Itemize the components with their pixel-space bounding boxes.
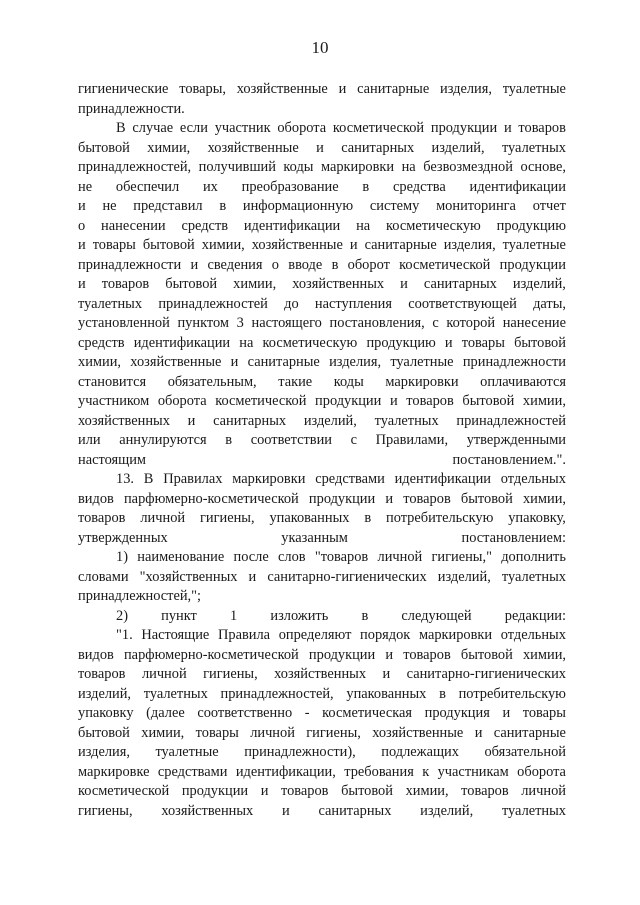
text-line: и товаров бытовой химии, хозяйственных и санитарных изделий,: [78, 276, 566, 292]
paragraph: [78, 548, 566, 607]
text-line: принадлежности и сведения о вводе в оборот косметической продукции: [78, 256, 566, 273]
text-line: товаров личной гигиены, хозяйственных и санитарно-гигиенических: [78, 666, 566, 682]
document-body: [78, 80, 566, 821]
text-line: изделия, туалетные принадлежности), подлежащих обязательной: [78, 744, 566, 760]
text-line: 13. В Правилах маркировки средствами идентификации отдельных: [116, 471, 566, 487]
text-line: товаров личной гигиены, упакованных в потребительскую упаковку,: [78, 510, 566, 526]
text-line: гигиенические товары, хозяйственные и санитарные изделия, туалетные: [78, 81, 566, 97]
text-line: становится обязательным, такие коды маркировки оплачиваются: [78, 373, 566, 390]
text-line: принадлежностей, получивший коды маркировки на безвозмездной основе,: [78, 159, 566, 175]
text-line: изделий, туалетных принадлежностей, упакованных в потребительскую: [78, 685, 566, 702]
text-line: и не представил в информационную систему мониторинга отчет: [78, 198, 566, 214]
text-line: видов парфюмерно-косметической продукции и товаров бытовой химии,: [78, 646, 566, 663]
text-line: установленной пунктом 3 настоящего постановления, с которой нанесение: [78, 315, 566, 331]
text-line: туалетных принадлежностей до наступления соответствующей даты,: [78, 295, 566, 312]
text-line: средств идентификации на косметическую продукцию и товары бытовой: [78, 334, 566, 351]
page-number: 10: [311, 38, 329, 57]
text-line: 1) наименование после слов "товаров личной гигиены," дополнить: [116, 549, 566, 565]
text-line: бытовой химии, товары личной гигиены, хозяйственные и санитарные: [78, 724, 566, 741]
text-line: участником оборота косметической продукции и товаров бытовой химии,: [78, 393, 566, 409]
text-line: не обеспечил их преобразование в средства идентификации: [78, 178, 566, 195]
text-line: словами "хозяйственных и санитарно-гигиенических изделий, туалетных: [78, 568, 566, 585]
text-line: утвержденных указанным постановлением:: [78, 529, 566, 546]
text-line: принадлежностей,";: [78, 588, 202, 604]
text-line: о нанесении средств идентификации на косметическую продукцию: [78, 217, 566, 234]
text-line: В случае если участник оборота косметической продукции и товаров: [116, 120, 566, 136]
paragraph: [78, 119, 566, 470]
text-line: гигиены, хозяйственных и санитарных изделий, туалетных: [78, 802, 566, 819]
text-line: химии, хозяйственные и санитарные изделия, туалетные принадлежности: [78, 354, 566, 370]
text-line: маркировке средствами идентификации, требования к участникам оборота: [78, 763, 566, 780]
text-line: бытовой химии, хозяйственные и санитарных изделий, туалетных: [78, 139, 566, 156]
text-line: косметической продукции и товаров бытовой химии, товаров личной: [78, 783, 566, 799]
text-line: видов парфюмерно-косметической продукции и товаров бытовой химии,: [78, 490, 566, 507]
paragraph: [78, 470, 566, 548]
text-line: упаковку (далее соответственно - косметическая продукция и товары: [78, 705, 566, 721]
paragraph: [78, 80, 566, 119]
paragraph: [78, 626, 566, 821]
text-line: хозяйственных и санитарных изделий, туалетных принадлежностей: [78, 412, 566, 429]
text-line: настоящим постановлением.".: [78, 451, 566, 468]
paragraph: [78, 607, 566, 627]
text-line: 2) пункт 1 изложить в следующей редакции:: [116, 607, 566, 624]
text-line: принадлежности.: [78, 100, 185, 117]
text-line: и товары бытовой химии, хозяйственные и санитарные изделия, туалетные: [78, 237, 566, 253]
text-line: "1. Настоящие Правила определяют порядок маркировки отдельных: [116, 627, 566, 643]
text-line: или аннулируются в соответствии с Правилами, утвержденными: [78, 432, 566, 448]
